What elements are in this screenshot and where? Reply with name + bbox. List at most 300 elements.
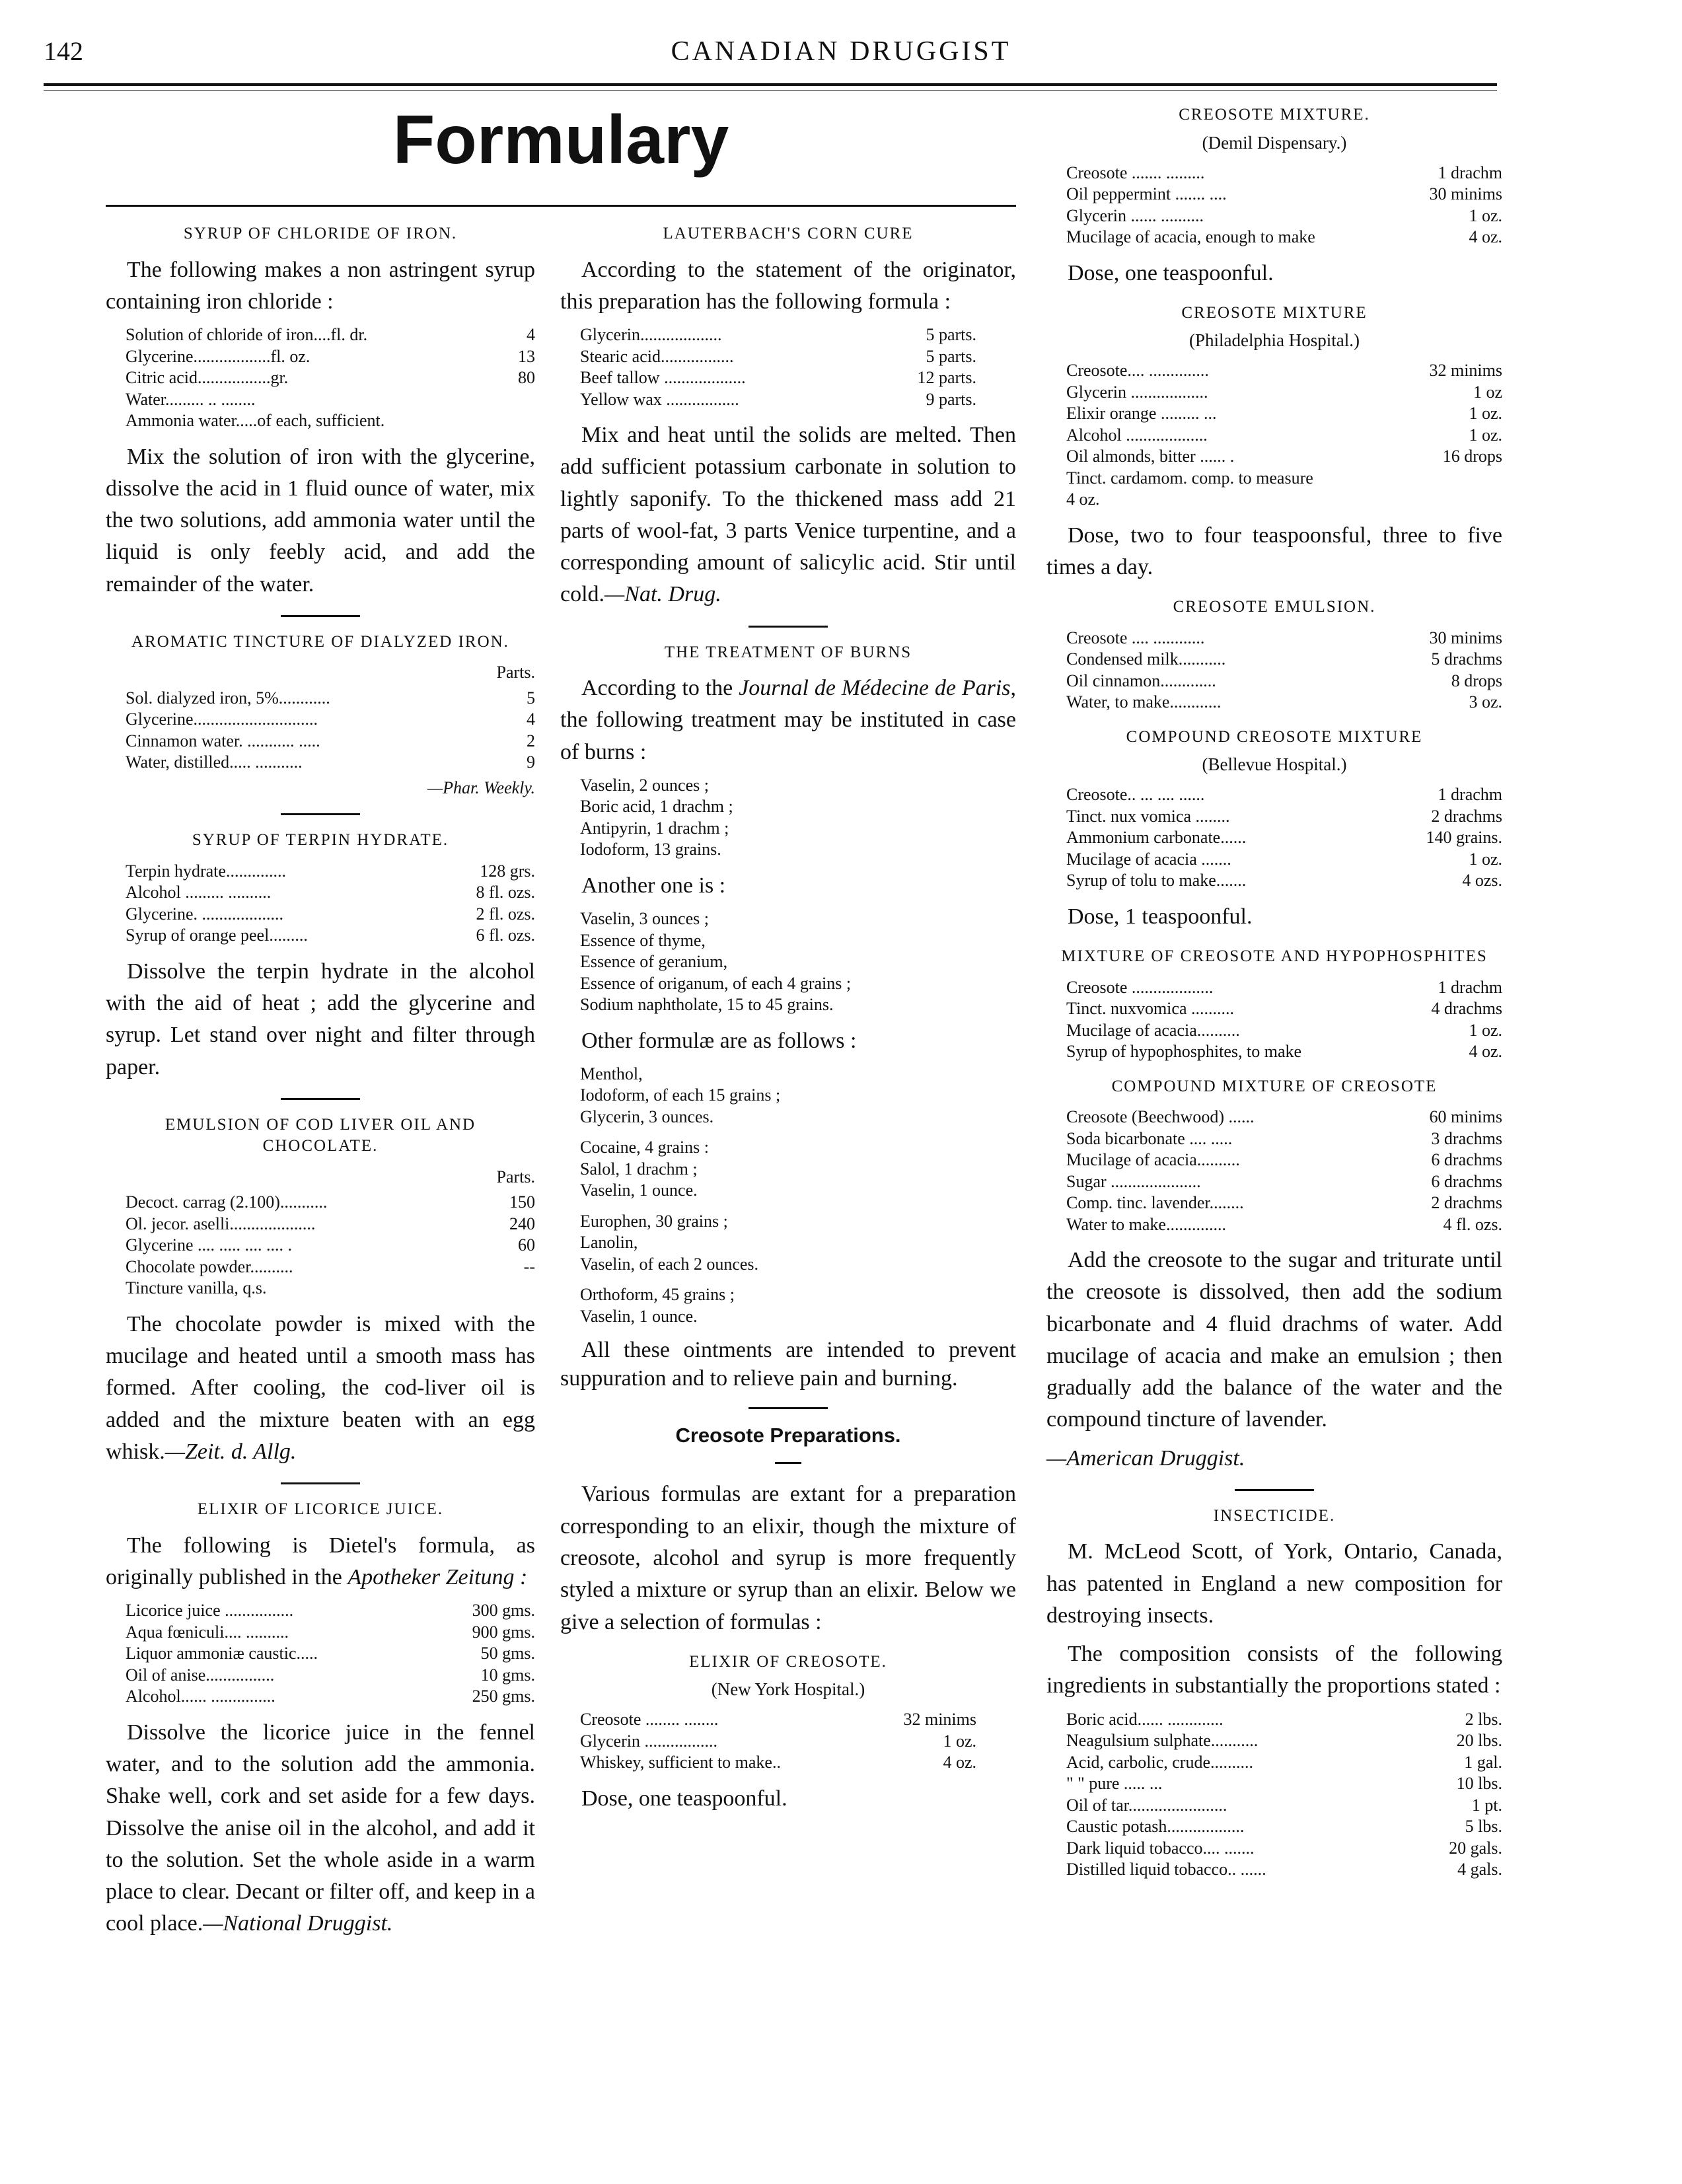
- quantity: 4: [527, 710, 535, 729]
- recipe-line: [1066, 1709, 1502, 1731]
- quantity: 900 gms.: [472, 1622, 535, 1642]
- ingredient: Cinnamon water. ........... .....: [126, 731, 320, 750]
- quantity: 12 parts.: [917, 368, 976, 388]
- quantity: 5 parts.: [926, 346, 976, 366]
- ingredient: Creosote ...................: [1066, 977, 1214, 997]
- section-title: INSECTICIDE.: [1213, 1506, 1336, 1525]
- recipe-line: [1066, 425, 1502, 447]
- recipe-line: [1066, 1795, 1502, 1817]
- ingredient: Acid, carbolic, crude..........: [1066, 1752, 1254, 1772]
- recipe-line: Essence of thyme,: [580, 930, 706, 950]
- quantity: 4: [527, 325, 535, 345]
- ingredient: Ammonium carbonate......: [1066, 828, 1247, 848]
- section-title: CREOSOTE MIXTURE: [1181, 303, 1368, 322]
- recipe-line: Vaselin, 3 ounces ;: [580, 909, 709, 929]
- recipe-line: [126, 1686, 535, 1708]
- recipe-line: [580, 389, 976, 411]
- ingredient: Oil of anise................: [126, 1665, 275, 1685]
- recipe-lines: [580, 775, 1016, 861]
- recipe-line: [1066, 1816, 1502, 1838]
- recipe-line: [126, 1643, 535, 1665]
- ingredient: " " pure ..... ...: [1066, 1774, 1163, 1794]
- masthead-title: Formulary: [392, 102, 729, 178]
- page-number: 142: [44, 36, 83, 66]
- recipe-line: [1066, 1171, 1502, 1193]
- ingredient: Beef tallow ...................: [580, 368, 746, 388]
- paragraph: All these ointments are intended to prevent suppuration and to relieve pain and burning.: [560, 1338, 1016, 1391]
- quantity: 240: [509, 1214, 535, 1233]
- quantity: 2 drachms: [1431, 806, 1502, 826]
- recipe-line: [126, 1214, 535, 1235]
- paragraph: Dose, one teaspoonful.: [581, 1786, 787, 1811]
- recipe-line: Salol, 1 drachm ;: [580, 1159, 698, 1179]
- quantity: 5: [527, 688, 535, 708]
- masthead-rule: [106, 205, 1016, 207]
- recipe-line: [1066, 827, 1502, 849]
- recipe-line: [1066, 382, 1502, 404]
- recipe-line: [126, 688, 535, 710]
- ingredient: Tinct. nuxvomica ..........: [1066, 999, 1234, 1019]
- recipe: [1066, 784, 1502, 892]
- quantity: 6 fl. ozs.: [476, 926, 535, 945]
- quantity: 4 oz.: [1469, 1042, 1502, 1062]
- ingredient: Oil peppermint ....... ....: [1066, 184, 1227, 203]
- recipe-line: [126, 1600, 535, 1622]
- ingredient: Oil almonds, bitter ...... .: [1066, 447, 1235, 466]
- paragraph: M. McLeod Scott, of York, Ontario, Canada, has patented in England a new composition for destroying insects.: [1046, 1539, 1502, 1628]
- quantity: 16 drops: [1442, 447, 1502, 466]
- ingredient: Syrup of orange peel.........: [126, 926, 308, 945]
- recipe-line: [126, 731, 535, 752]
- quantity: 9 parts.: [926, 389, 976, 409]
- paragraph: The composition consists of the following ingredients in substantially the proportions stated :: [1046, 1642, 1502, 1698]
- ingredient: Oil of tar.......................: [1066, 1795, 1227, 1815]
- divider: [749, 1407, 828, 1409]
- recipe-line: [126, 324, 535, 346]
- recipe-line: Iodoform, 13 grains.: [580, 840, 721, 859]
- recipe-line: Iodoform, of each 15 grains ;: [580, 1085, 781, 1105]
- ingredient: Mucilage of acacia, enough to make: [1066, 227, 1315, 246]
- ingredient: Soda bicarbonate .... .....: [1066, 1128, 1233, 1148]
- quantity: 5 drachms: [1431, 649, 1502, 669]
- section-title: LAUTERBACH'S CORN CURE: [663, 225, 914, 242]
- recipe-line: [1066, 628, 1502, 649]
- divider: [281, 615, 360, 617]
- recipe-line: [126, 1622, 535, 1644]
- quantity: 4 fl. ozs.: [1443, 1214, 1502, 1234]
- quantity: 60 minims: [1429, 1107, 1502, 1127]
- source-credit: —Zeit. d. Allg.: [165, 1439, 297, 1464]
- source-credit: Journal de Médecine de Paris: [739, 676, 1011, 701]
- recipe-line: [126, 1235, 535, 1256]
- ingredient: Oil cinnamon.............: [1066, 671, 1216, 690]
- header-rule: [44, 83, 1497, 86]
- section-title: COMPOUND MIXTURE OF CREOSOTE: [1111, 1077, 1438, 1095]
- quantity: 1 pt.: [1471, 1795, 1502, 1815]
- recipe-line: [1066, 977, 1502, 999]
- recipe-line: [1066, 1149, 1502, 1171]
- ingredient: Syrup of hypophosphites, to make: [1066, 1042, 1302, 1062]
- header-rule-thin: [44, 90, 1497, 91]
- ingredient: Water to make..............: [1066, 1214, 1226, 1234]
- recipe-line: [1066, 1041, 1502, 1063]
- recipe-line: Vaselin, 1 ounce.: [580, 1306, 698, 1326]
- recipe: [580, 324, 976, 410]
- recipe-line: [580, 324, 976, 346]
- quantity: 32 minims: [1429, 361, 1502, 381]
- paragraph: Add the creosote to the sugar and triturate until the creosote is dissolved, then add the sodium bicarbonate and 4 fluid drachms of water. Add mucilage of acacia and make an emulsion ; then gradually add the balance of the water and the compound tincture of lavender.: [1046, 1248, 1502, 1432]
- ingredient: Liquor ammoniæ caustic.....: [126, 1644, 318, 1663]
- recipe-line: [580, 367, 976, 389]
- recipe-line: [580, 1752, 976, 1774]
- recipe-line: [1066, 227, 1502, 248]
- recipe-line: Vaselin, 1 ounce.: [580, 1181, 698, 1200]
- section-heading: Creosote Preparations.: [675, 1424, 901, 1447]
- section-subtitle: (New York Hospital.): [711, 1679, 865, 1700]
- recipe-line: Vaselin, 2 ounces ;: [580, 775, 709, 795]
- section-subtitle: (Demil Dispensary.): [1202, 132, 1347, 153]
- recipe: [1066, 1107, 1502, 1235]
- recipe-line: [126, 389, 535, 411]
- ingredient: Yellow wax .................: [580, 389, 739, 409]
- ingredient: Condensed milk...........: [1066, 649, 1226, 669]
- recipe-line: [1066, 1730, 1502, 1752]
- recipe-line: Essence of geranium,: [580, 952, 728, 972]
- ingredient: Mucilage of acacia..........: [1066, 1150, 1240, 1170]
- quantity: 2: [527, 731, 535, 750]
- paragraph: Dose, 1 teaspoonful.: [1068, 904, 1253, 929]
- paragraph: Another one is :: [581, 873, 726, 898]
- recipe-line: [1066, 806, 1502, 828]
- recipe-line: [1066, 1128, 1502, 1150]
- recipe-line: [1066, 692, 1502, 713]
- quantity: 1 gal.: [1464, 1752, 1502, 1772]
- recipe: [126, 324, 535, 432]
- paragraph-text: According to the: [581, 676, 733, 701]
- ingredient: Glycerin ..................: [1066, 382, 1208, 402]
- quantity: 4 oz.: [943, 1753, 976, 1772]
- recipe: [126, 1600, 535, 1708]
- recipe-line: [1066, 163, 1502, 184]
- ingredient: 4 oz.: [1066, 490, 1100, 509]
- ingredient: Terpin hydrate..............: [126, 861, 286, 881]
- recipe-line: [126, 1256, 535, 1278]
- column-1: [106, 210, 535, 1947]
- divider: [775, 1462, 801, 1464]
- paragraph-text: The chocolate powder is mixed with the mucilage and heated until a smooth mass has formed. After cooling, the cod-liver oil is added and the mixture beaten with an egg whisk.: [106, 1311, 535, 1464]
- recipe-lines: [580, 1064, 1016, 1128]
- quantity: 30 minims: [1429, 628, 1502, 647]
- recipe-line: [1066, 784, 1502, 806]
- recipe: [126, 861, 535, 947]
- section-subtitle: (Philadelphia Hospital.): [1189, 330, 1360, 351]
- paragraph: Various formulas are extant for a preparation corresponding to an elixir, though the mixture of creosote, alcohol and syrup is more frequently styled a mixture or syrup than an elixir. Below we give a selection of formulas :: [560, 1482, 1016, 1634]
- quantity: 250 gms.: [472, 1687, 535, 1706]
- column-3: [1046, 99, 1502, 1890]
- ingredient: Sol. dialyzed iron, 5%............: [126, 688, 330, 708]
- quantity: 20 gals.: [1449, 1838, 1502, 1858]
- running-head: CANADIAN DRUGGIST: [671, 36, 1011, 67]
- recipe-line: [126, 861, 535, 883]
- ingredient: Licorice juice ................: [126, 1601, 294, 1620]
- section-title: CREOSOTE EMULSION.: [1173, 598, 1376, 616]
- ingredient: Mucilage of acacia .......: [1066, 849, 1231, 869]
- paragraph: According to the statement of the originator, this preparation has the following formula :: [560, 257, 1016, 314]
- recipe-line: [1066, 671, 1502, 692]
- section-title: COMPOUND CREOSOTE MIXTURE: [1126, 727, 1423, 746]
- parts-label: Parts.: [496, 1167, 535, 1186]
- ingredient: Aqua fœniculi.... ..........: [126, 1622, 289, 1642]
- section-title: THE TREATMENT OF BURNS: [664, 643, 912, 661]
- recipe-line: [1066, 1020, 1502, 1042]
- ingredient: Tinct. nux vomica ........: [1066, 806, 1230, 826]
- paragraph: Other formulæ are as follows :: [581, 1028, 857, 1053]
- section-subtitle: (Bellevue Hospital.): [1202, 754, 1347, 775]
- ingredient: Water, distilled..... ...........: [126, 752, 303, 772]
- quantity: 2 lbs.: [1465, 1709, 1502, 1729]
- quantity: 128 grs.: [480, 861, 535, 881]
- ingredient: Glycerine .... ..... .... .... .: [126, 1235, 293, 1255]
- ingredient: Mucilage of acacia..........: [1066, 1020, 1240, 1040]
- paragraph: Dissolve the terpin hydrate in the alcohol with the aid of heat ; add the glycerine and syrup. Let stand over night and filter through paper.: [106, 959, 535, 1079]
- paragraph: [560, 673, 1016, 768]
- divider: [281, 1098, 360, 1100]
- ingredient: Dark liquid tobacco.... .......: [1066, 1838, 1255, 1858]
- quantity: 4 drachms: [1431, 999, 1502, 1019]
- ingredient: Alcohol...... ...............: [126, 1687, 275, 1706]
- quantity: 4 oz.: [1469, 227, 1502, 246]
- recipe-line: [1066, 1107, 1502, 1128]
- column-2: [560, 210, 1016, 1821]
- recipe-line: Cocaine, 4 grains :: [580, 1138, 709, 1157]
- quantity: 1 oz.: [1469, 849, 1502, 869]
- recipe-line: [1066, 998, 1502, 1020]
- section-title: CREOSOTE MIXTURE.: [1179, 106, 1370, 124]
- quantity: 1 oz.: [1469, 1020, 1502, 1040]
- ingredient: Caustic potash..................: [1066, 1817, 1245, 1837]
- divider: [749, 626, 828, 628]
- paragraph: [560, 419, 1016, 611]
- ingredient: Glycerin .................: [580, 1731, 717, 1751]
- recipe-line: [1066, 849, 1502, 871]
- recipe-line: Essence of origanum, of each 4 grains ;: [580, 973, 852, 993]
- quantity: --: [523, 1256, 535, 1276]
- recipe-line: Menthol,: [580, 1064, 643, 1083]
- ingredient: Glycerine..................fl. oz.: [126, 346, 311, 366]
- recipe-line: [1066, 446, 1502, 468]
- quantity: 30 minims: [1429, 184, 1502, 203]
- quantity: 10 gms.: [480, 1665, 535, 1685]
- ingredient: Whiskey, sufficient to make..: [580, 1753, 781, 1772]
- paragraph: The following makes a non astringent syrup containing iron chloride :: [106, 257, 535, 314]
- quantity: 6 drachms: [1431, 1150, 1502, 1170]
- recipe-lines: [580, 1211, 1016, 1276]
- source-credit: —American Druggist.: [1046, 1445, 1245, 1471]
- ingredient: Elixir orange ......... ...: [1066, 404, 1217, 423]
- recipe-line: [1066, 1773, 1502, 1795]
- paragraph: [106, 1309, 535, 1468]
- quantity: 32 minims: [903, 1710, 976, 1729]
- quantity: 4 ozs.: [1462, 871, 1502, 891]
- recipe: [1066, 163, 1502, 248]
- source-credit: —Phar. Weekly.: [427, 778, 535, 797]
- ingredient: Creosote.. ... .... ......: [1066, 785, 1205, 805]
- recipe-line: [1066, 184, 1502, 205]
- quantity: 5 parts.: [926, 325, 976, 345]
- recipe-line: [126, 346, 535, 368]
- paragraph-text: Mix and heat until the solids are melted. Then add sufficient potassium carbonate in solution to lightly saponify. To the thickened mass add 21 parts of wool-fat, 3 parts Venice turpentine, and a corresponding amount of salicylic acid. Stir until cold.: [560, 423, 1016, 607]
- quantity: 2 drachms: [1431, 1193, 1502, 1213]
- source-credit: Apotheker Zeitung :: [347, 1565, 528, 1590]
- quantity: 8 drops: [1451, 671, 1502, 690]
- paragraph: [106, 1717, 535, 1940]
- recipe-line: [1066, 1192, 1502, 1214]
- recipe-line: [126, 367, 535, 389]
- paragraph-text: The following is Dietel's formula, as originally published in the: [106, 1533, 535, 1590]
- quantity: 9: [527, 752, 535, 772]
- ingredient: Glycerin ...... ..........: [1066, 205, 1204, 225]
- section-title: EMULSION OF COD LIVER OIL AND CHOCOLATE.: [165, 1115, 476, 1155]
- section-title: SYRUP OF TERPIN HYDRATE.: [192, 831, 449, 850]
- quantity: 4 gals.: [1457, 1860, 1502, 1879]
- recipe-lines: [580, 908, 1016, 1016]
- ingredient: Alcohol ...................: [1066, 425, 1208, 445]
- quantity: 13: [518, 346, 535, 366]
- recipe-line: [1066, 1838, 1502, 1860]
- recipe-line: [1066, 489, 1502, 511]
- divider: [1235, 1489, 1314, 1491]
- section-title: ELIXIR OF CREOSOTE.: [689, 1652, 887, 1671]
- recipe-lines: [580, 1137, 1016, 1202]
- ingredient: Chocolate powder..........: [126, 1256, 293, 1276]
- recipe-line: [580, 1709, 976, 1731]
- quantity: 3 drachms: [1431, 1128, 1502, 1148]
- ingredient: Solution of chloride of iron....fl. dr.: [126, 325, 368, 345]
- recipe-line: Boric acid, 1 drachm ;: [580, 797, 733, 817]
- recipe-line: [1066, 649, 1502, 671]
- ingredient: Glycerine. ...................: [126, 904, 284, 924]
- recipe-line: [1066, 205, 1502, 227]
- recipe-line: [1066, 360, 1502, 382]
- recipe: [1066, 977, 1502, 1063]
- paragraph: [106, 1530, 535, 1594]
- recipe-line: [126, 1278, 535, 1299]
- recipe-line: Vaselin, of each 2 ounces.: [580, 1254, 759, 1274]
- quantity: 1 drachm: [1438, 785, 1502, 805]
- recipe-line: [126, 1665, 535, 1687]
- section-title: AROMATIC TINCTURE OF DIALYZED IRON.: [131, 632, 509, 651]
- ingredient: Creosote (Beechwood) ......: [1066, 1107, 1255, 1127]
- quantity: 5 lbs.: [1465, 1817, 1502, 1837]
- masthead: [106, 99, 1016, 182]
- section-title: SYRUP OF CHLORIDE OF IRON.: [183, 225, 458, 242]
- quantity: 1 drachm: [1438, 163, 1502, 182]
- recipe-line: [126, 410, 535, 432]
- recipe-line: [1066, 1859, 1502, 1881]
- quantity: 1 oz.: [1469, 205, 1502, 225]
- recipe-line: [126, 925, 535, 947]
- ingredient: Tincture vanilla, q.s.: [126, 1278, 267, 1298]
- ingredient: Syrup of tolu to make.......: [1066, 871, 1247, 891]
- recipe: [1066, 628, 1502, 713]
- quantity: 140 grains.: [1426, 828, 1502, 848]
- quantity: 6 drachms: [1431, 1171, 1502, 1191]
- recipe-line: Europhen, 30 grains ;: [580, 1211, 728, 1231]
- recipe-line: Orthoform, 45 grains ;: [580, 1285, 735, 1305]
- quantity: 80: [518, 368, 535, 388]
- source-credit: —National Druggist.: [203, 1911, 393, 1936]
- ingredient: Ol. jecor. aselli....................: [126, 1214, 316, 1233]
- ingredient: Comp. tinc. lavender........: [1066, 1193, 1244, 1213]
- parts-label: Parts.: [496, 663, 535, 682]
- paragraph: Dose, two to four teaspoonsful, three to five times a day.: [1046, 523, 1502, 580]
- paragraph: Mix the solution of iron with the glycerine, dissolve the acid in 1 fluid ounce of water, mix the two solutions, add ammonia water until the liquid is only feebly acid, and add the remainder of the water.: [106, 444, 535, 597]
- quantity: 60: [518, 1235, 535, 1255]
- paragraph-text: Dissolve the licorice juice in the fennel water, and to the solution add the ammonia. Shake well, cork and set aside for a few days. Dissolve the anise oil in the alcohol, and add it to the solution. Set the whole aside in a warm place to clear. Decant or filter off, and keep in a cool place.: [106, 1720, 535, 1936]
- recipe-line: [126, 882, 535, 904]
- recipe-line: [126, 709, 535, 731]
- paragraph-text: , the following treatment may be instituted in case of burns :: [560, 676, 1016, 764]
- recipe-lines: [580, 1284, 1016, 1327]
- quantity: 150: [509, 1192, 535, 1212]
- quantity: 2 fl. ozs.: [476, 904, 535, 924]
- quantity: 1 oz.: [943, 1731, 976, 1751]
- quantity: 3 oz.: [1469, 692, 1502, 712]
- recipe-line: [126, 1192, 535, 1214]
- recipe: [580, 1709, 976, 1774]
- ingredient: Creosote ........ ........: [580, 1710, 719, 1729]
- section-title: ELIXIR OF LICORICE JUICE.: [197, 1500, 444, 1519]
- recipe-line: [1066, 468, 1502, 490]
- quantity: 1 oz.: [1469, 404, 1502, 423]
- ingredient: Glycerin...................: [580, 325, 722, 345]
- recipe: [1066, 360, 1502, 511]
- ingredient: Citric acid.................gr.: [126, 368, 289, 388]
- ingredient: Creosote.... ..............: [1066, 361, 1209, 381]
- recipe-line: Lanolin,: [580, 1233, 638, 1253]
- divider: [281, 1482, 360, 1484]
- quantity: 1 oz: [1473, 382, 1502, 402]
- ingredient: Creosote ....... .........: [1066, 163, 1205, 182]
- recipe-line: Glycerin, 3 ounces.: [580, 1107, 714, 1126]
- recipe: [126, 688, 535, 774]
- ingredient: Water, to make............: [1066, 692, 1222, 712]
- quantity: 10 lbs.: [1456, 1774, 1502, 1794]
- ingredient: Distilled liquid tobacco.. ......: [1066, 1860, 1266, 1879]
- recipe-line: [580, 346, 976, 368]
- ingredient: Water......... .. ........: [126, 389, 256, 409]
- recipe-line: [580, 1731, 976, 1753]
- ingredient: Creosote .... ............: [1066, 628, 1205, 647]
- ingredient: Stearic acid.................: [580, 346, 734, 366]
- recipe-line: Sodium naphtholate, 15 to 45 grains.: [580, 995, 834, 1015]
- source-credit: —Nat. Drug.: [604, 582, 721, 607]
- quantity: 20 lbs.: [1456, 1731, 1502, 1751]
- recipe-line: [1066, 403, 1502, 425]
- recipe-line: [1066, 1752, 1502, 1774]
- ingredient: Ammonia water.....of each, sufficient.: [126, 411, 385, 431]
- ingredient: Sugar .....................: [1066, 1171, 1201, 1191]
- quantity: 1 drachm: [1438, 977, 1502, 997]
- recipe-line: [126, 752, 535, 774]
- quantity: 1 oz.: [1469, 425, 1502, 445]
- ingredient: Neagulsium sulphate...........: [1066, 1731, 1259, 1751]
- quantity: 300 gms.: [472, 1601, 535, 1620]
- quantity: 50 gms.: [480, 1644, 535, 1663]
- recipe-line: [1066, 870, 1502, 892]
- recipe-line: [126, 904, 535, 926]
- recipe: [126, 1192, 535, 1299]
